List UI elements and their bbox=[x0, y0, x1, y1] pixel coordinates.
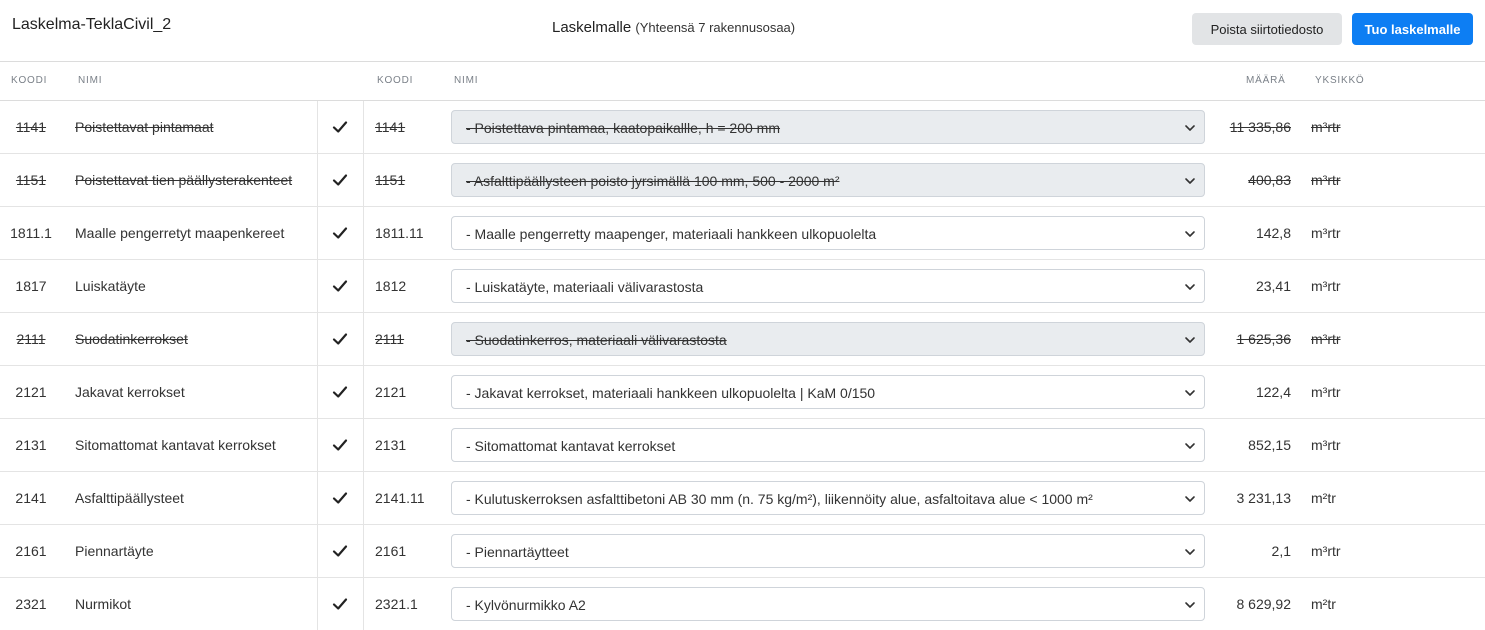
amount: 122,4 bbox=[1255, 384, 1291, 400]
source-name: Asfalttipäällysteet bbox=[75, 490, 184, 506]
target-select[interactable] bbox=[451, 534, 1205, 568]
unit: m³rtr bbox=[1311, 119, 1341, 135]
source-name: Luiskatäyte bbox=[75, 278, 146, 294]
page-title bbox=[552, 19, 795, 36]
unit: m³rtr bbox=[1311, 331, 1341, 347]
target-code: 1151 bbox=[375, 172, 406, 188]
target-code: 1811.11 bbox=[375, 225, 424, 241]
check-icon[interactable] bbox=[330, 594, 350, 614]
target-select[interactable] bbox=[451, 322, 1205, 356]
table-row bbox=[0, 366, 1485, 419]
unit: m²tr bbox=[1311, 596, 1336, 612]
target-select[interactable] bbox=[451, 375, 1205, 409]
amount: 3 231,13 bbox=[1236, 490, 1291, 506]
target-select[interactable] bbox=[451, 163, 1205, 197]
amount: 11 335,86 bbox=[1229, 119, 1291, 135]
chevron-down-icon bbox=[1184, 546, 1196, 558]
amount: 1 625,36 bbox=[1236, 331, 1291, 347]
target-select[interactable] bbox=[451, 110, 1205, 144]
column-divider bbox=[317, 154, 318, 206]
column-divider bbox=[363, 313, 364, 365]
unit: m²tr bbox=[1311, 490, 1336, 506]
column-divider bbox=[317, 419, 318, 471]
unit: m³rtr bbox=[1311, 384, 1341, 400]
unit: m³rtr bbox=[1311, 543, 1341, 559]
source-name: Nurmikot bbox=[75, 596, 132, 612]
target-select-value: - Luiskatäyte, materiaali välivarastosta bbox=[466, 279, 704, 295]
amount: 2,1 bbox=[1271, 543, 1291, 559]
source-name: Poistettavat pintamaat bbox=[75, 119, 214, 135]
page-subtitle: (Yhteensä 7 rakennusosaa) bbox=[635, 20, 796, 35]
target-select[interactable] bbox=[451, 269, 1205, 303]
column-divider bbox=[363, 260, 364, 312]
target-code: 2141.11 bbox=[375, 490, 425, 506]
column-divider bbox=[363, 154, 364, 206]
header-maara: MÄÄRÄ bbox=[1246, 75, 1286, 86]
table-row bbox=[0, 525, 1485, 578]
source-code: 2161 bbox=[15, 543, 47, 559]
source-name: Maalle pengerretyt maapenkereet bbox=[75, 225, 285, 241]
unit: m³rtr bbox=[1311, 278, 1341, 294]
import-to-calculation-button[interactable]: Tuo laskelmalle bbox=[1352, 13, 1473, 45]
target-select-value: - Kylvönurmikko A2 bbox=[466, 597, 586, 613]
source-code: 1151 bbox=[15, 172, 47, 188]
chevron-down-icon bbox=[1184, 334, 1196, 346]
source-name: Piennartäyte bbox=[75, 543, 154, 559]
chevron-down-icon bbox=[1184, 175, 1196, 187]
chevron-down-icon bbox=[1184, 599, 1196, 611]
chevron-down-icon bbox=[1184, 493, 1196, 505]
source-code: 2141 bbox=[15, 490, 47, 506]
target-code: 1141 bbox=[375, 119, 406, 135]
column-divider bbox=[363, 366, 364, 418]
target-select[interactable] bbox=[451, 428, 1205, 462]
target-select-value: - Maalle pengerretty maapenger, materiaali hankkeen ulkopuolelta bbox=[466, 226, 877, 242]
chevron-down-icon bbox=[1184, 228, 1196, 240]
column-divider bbox=[317, 578, 318, 630]
target-code: 1812 bbox=[375, 278, 407, 294]
column-divider bbox=[317, 101, 318, 153]
amount: 400,83 bbox=[1248, 172, 1291, 188]
target-select-value: - Suodatinkerros, materiaali välivarastosta bbox=[466, 332, 727, 348]
delete-transfer-file-button[interactable]: Poista siirtotiedosto bbox=[1192, 13, 1342, 45]
amount: 852,15 bbox=[1248, 437, 1291, 453]
file-title: Laskelma-TeklaCivil_2 bbox=[12, 16, 172, 33]
source-code: 1811.1 bbox=[10, 225, 52, 241]
target-select-value: - Jakavat kerrokset, materiaali hankkeen ulkopuolelta | KaM 0/150 bbox=[466, 385, 876, 401]
column-headers bbox=[0, 62, 1485, 101]
table-row bbox=[0, 154, 1485, 207]
chevron-down-icon bbox=[1184, 281, 1196, 293]
column-divider bbox=[317, 313, 318, 365]
target-select-value: - Sitomattomat kantavat kerrokset bbox=[466, 438, 676, 454]
header-yksikko: YKSIKKÖ bbox=[1315, 75, 1365, 86]
source-code: 2131 bbox=[15, 437, 47, 453]
target-select-value: - Kulutuskerroksen asfalttibetoni AB 30 mm (n. 75 kg/m²), liikennöity alue, asfaltoitava alue < 1000 m² bbox=[466, 491, 1093, 507]
check-icon[interactable] bbox=[330, 276, 350, 296]
amount: 142,8 bbox=[1255, 225, 1291, 241]
target-select[interactable] bbox=[451, 216, 1205, 250]
check-icon[interactable] bbox=[330, 329, 350, 349]
table-row bbox=[0, 578, 1485, 630]
target-select[interactable] bbox=[451, 587, 1205, 621]
check-icon[interactable] bbox=[330, 382, 350, 402]
source-code: 1817 bbox=[15, 278, 47, 294]
column-divider bbox=[317, 472, 318, 524]
target-code: 2131 bbox=[375, 437, 407, 453]
check-icon[interactable] bbox=[330, 117, 350, 137]
header-nimi-target: NIMI bbox=[454, 75, 479, 86]
source-name: Sitomattomat kantavat kerrokset bbox=[75, 437, 276, 453]
column-divider bbox=[363, 101, 364, 153]
source-name: Suodatinkerrokset bbox=[75, 331, 188, 347]
target-code: 2111 bbox=[375, 331, 405, 347]
target-select-value: - Asfalttipäällysteen poisto jyrsimällä 100 mm, 500 - 2000 m² bbox=[466, 173, 840, 189]
table-row bbox=[0, 101, 1485, 154]
chevron-down-icon bbox=[1184, 387, 1196, 399]
source-name: Poistettavat tien päällysterakenteet bbox=[75, 172, 293, 188]
column-divider bbox=[317, 207, 318, 259]
check-icon[interactable] bbox=[330, 435, 350, 455]
table-row bbox=[0, 207, 1485, 260]
header-koodi-source: KOODI bbox=[11, 75, 48, 86]
target-code: 2121 bbox=[375, 384, 407, 400]
header-nimi-source: NIMI bbox=[78, 75, 103, 86]
source-code: 2111 bbox=[16, 331, 46, 347]
target-select-value: - Piennartäytteet bbox=[466, 544, 569, 560]
column-divider bbox=[363, 525, 364, 577]
table-row bbox=[0, 472, 1485, 525]
column-divider bbox=[363, 207, 364, 259]
source-code: 1141 bbox=[15, 119, 47, 135]
check-icon[interactable] bbox=[330, 223, 350, 243]
table-row bbox=[0, 260, 1485, 313]
target-code: 2321.1 bbox=[375, 596, 418, 612]
amount: 8 629,92 bbox=[1236, 596, 1291, 612]
column-divider bbox=[363, 419, 364, 471]
target-select-value: - Poistettava pintamaa, kaatopaikallle, h = 200 mm bbox=[466, 120, 781, 136]
page-title-text: Laskelmalle bbox=[552, 19, 632, 36]
top-bar bbox=[0, 0, 1485, 62]
mapping-table bbox=[0, 101, 1485, 630]
target-code: 2161 bbox=[375, 543, 407, 559]
source-code: 2121 bbox=[15, 384, 47, 400]
column-divider bbox=[363, 472, 364, 524]
chevron-down-icon bbox=[1184, 122, 1196, 134]
header-koodi-target: KOODI bbox=[377, 75, 414, 86]
amount: 23,41 bbox=[1255, 278, 1291, 294]
target-select[interactable] bbox=[451, 481, 1205, 515]
table-row bbox=[0, 419, 1485, 472]
check-icon[interactable] bbox=[330, 488, 350, 508]
column-divider bbox=[363, 578, 364, 630]
column-divider bbox=[317, 260, 318, 312]
table-row bbox=[0, 313, 1485, 366]
check-icon[interactable] bbox=[330, 170, 350, 190]
column-divider bbox=[317, 366, 318, 418]
chevron-down-icon bbox=[1184, 440, 1196, 452]
unit: m³rtr bbox=[1311, 225, 1341, 241]
column-divider bbox=[317, 525, 318, 577]
unit: m³rtr bbox=[1311, 172, 1341, 188]
check-icon[interactable] bbox=[330, 541, 350, 561]
source-code: 2321 bbox=[15, 596, 47, 612]
unit: m³rtr bbox=[1311, 437, 1341, 453]
source-name: Jakavat kerrokset bbox=[75, 384, 185, 400]
